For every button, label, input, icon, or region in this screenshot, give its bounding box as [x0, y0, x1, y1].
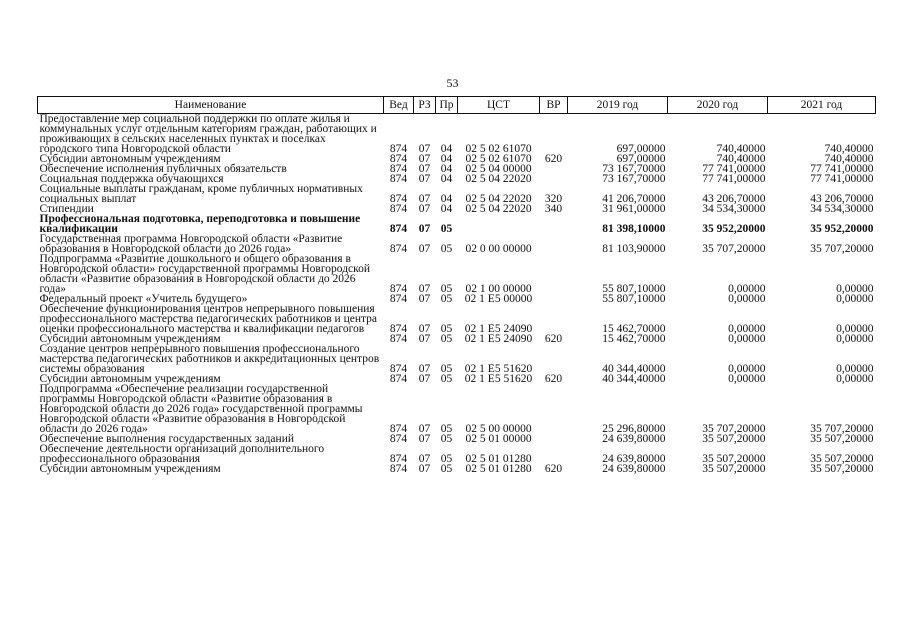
row-2020-value: 0,00000 [728, 333, 766, 345]
row-ved-cell: 874 [389, 423, 408, 435]
row-2019-value: 31 961,00000 [602, 203, 666, 215]
row-rz-cell: 07 [418, 433, 431, 445]
row-2021-value: 740,40000 [824, 153, 874, 165]
row-name-cell: Социальные выплаты гражданам, кроме публичных нормативных социальных выплат [39, 183, 363, 205]
row-pr-cell: 04 [440, 153, 453, 165]
row-pr-cell: 05 [440, 283, 453, 295]
row-vr-cell [540, 234, 568, 254]
row-2021-value: 740,40000 [824, 143, 874, 155]
row-name-cell: Создание центров непрерывного повышения профессионального мастерства педагогических работников и аккредитационных центров системы образования [39, 343, 380, 375]
row-2019-value: 40 344,40000 [602, 363, 666, 375]
row-name-cell: Обеспечение деятельности организаций дополнительного профессионального образования [39, 443, 325, 465]
row-ved-cell: 874 [389, 373, 408, 385]
table-row [38, 444, 876, 464]
row-pr-cell: 05 [440, 223, 453, 235]
header-2021: 2021 год [768, 97, 876, 114]
row-2021-value: 77 741,00000 [810, 173, 874, 185]
row-cst-cell: 02 5 01 01280 [465, 453, 532, 465]
row-rz-cell: 07 [418, 323, 431, 335]
row-ved-cell: 874 [389, 143, 408, 155]
row-vr-cell [540, 384, 568, 434]
row-cst-cell: 02 5 01 00000 [465, 433, 532, 445]
row-ved-cell: 874 [389, 333, 408, 345]
table-row [38, 254, 876, 294]
row-2019-value: 697,00000 [616, 143, 666, 155]
table-row [38, 234, 876, 254]
row-vr-cell: 620 [544, 463, 563, 475]
row-rz-cell: 07 [418, 363, 431, 375]
row-rz-cell: 07 [418, 293, 431, 305]
row-cst-cell: 02 1 00 00000 [465, 283, 532, 295]
table-row [38, 344, 876, 374]
row-2021-value: 0,00000 [836, 373, 874, 385]
row-ved-cell: 874 [389, 153, 408, 165]
row-2021-value: 35 707,20000 [810, 243, 874, 255]
row-name-cell: Социальная поддержка обучающихся [39, 173, 224, 185]
row-2019-value: 24 639,80000 [602, 463, 666, 475]
header-rz: РЗ [414, 97, 436, 114]
row-vr-cell: 620 [544, 373, 563, 385]
row-vr-cell: 320 [544, 193, 563, 205]
row-cst-cell: 02 1 E5 51620 [464, 373, 533, 385]
row-cst-cell: 02 5 04 22020 [465, 193, 532, 205]
row-rz-cell: 07 [418, 333, 431, 345]
row-2019-value: 55 807,10000 [602, 283, 666, 295]
row-2020-value: 740,40000 [716, 143, 766, 155]
row-2021-value: 77 741,00000 [810, 163, 874, 175]
row-2019-value: 24 639,80000 [602, 453, 666, 465]
row-2021-value: 0,00000 [836, 323, 874, 335]
row-2020-value: 77 741,00000 [702, 173, 766, 185]
row-2020-value: 35 507,20000 [702, 433, 766, 445]
row-vr-cell [540, 304, 568, 334]
row-2019-value: 15 462,70000 [602, 333, 666, 345]
row-2021-value: 35 507,20000 [810, 453, 874, 465]
header-pr: Пр [436, 97, 458, 114]
row-vr-cell [540, 434, 568, 444]
header-cst: ЦСТ [458, 97, 540, 114]
row-2019-value: 15 462,70000 [602, 323, 666, 335]
row-ved-cell: 874 [389, 433, 408, 445]
row-pr-cell: 05 [440, 433, 453, 445]
row-pr-cell: 05 [440, 453, 453, 465]
row-2019-value: 73 167,70000 [602, 173, 666, 185]
row-name-cell: Субсидии автономным учреждениям [39, 333, 221, 345]
row-cst-cell: 02 5 02 61070 [465, 153, 532, 165]
header-vr: ВР [540, 97, 568, 114]
row-2021-value: 34 534,30000 [810, 203, 874, 215]
row-cst-cell [458, 214, 540, 234]
row-rz-cell: 07 [418, 243, 431, 255]
row-pr-cell: 04 [440, 163, 453, 175]
row-ved-cell: 874 [389, 363, 408, 375]
row-ved-cell: 874 [389, 193, 408, 205]
row-name-cell: Государственная программа Новгородской области «Развитие образования в Новгородской области до 2026 года» [39, 233, 343, 255]
row-cst-cell: 02 1 E5 00000 [464, 293, 533, 305]
table-row [38, 214, 876, 234]
row-2020-value: 0,00000 [728, 283, 766, 295]
row-pr-cell: 04 [440, 193, 453, 205]
row-2021-value: 0,00000 [836, 283, 874, 295]
row-name-cell: Обеспечение исполнения публичных обязательств [39, 163, 287, 175]
row-cst-cell: 02 5 04 22020 [465, 173, 532, 185]
row-ved-cell: 874 [389, 323, 408, 335]
header-ved: Вед [384, 97, 414, 114]
row-2019-value: 697,00000 [616, 153, 666, 165]
row-cst-cell: 02 1 E5 24090 [464, 333, 533, 345]
row-2019-value: 81 103,90000 [602, 243, 666, 255]
row-pr-cell: 05 [440, 363, 453, 375]
budget-table [37, 96, 876, 474]
row-2021-value: 35 507,20000 [810, 433, 874, 445]
row-ved-cell: 874 [389, 293, 408, 305]
row-vr-cell: 620 [544, 153, 563, 165]
row-2021-value: 0,00000 [836, 333, 874, 345]
row-name-cell: Субсидии автономным учреждениям [39, 373, 221, 385]
row-2021-value: 0,00000 [836, 363, 874, 375]
row-name-cell: Стипендии [39, 203, 94, 215]
row-name-cell: Обеспечение функционирования центров непрерывного повышения профессионального мастерства педагогических работников и центра оценки профессионального мастерства и квалификации педагогов [39, 303, 378, 335]
row-cst-cell: 02 5 04 00000 [465, 163, 532, 175]
row-cst-cell: 02 5 00 00000 [465, 423, 532, 435]
table-row [38, 304, 876, 334]
table-row [38, 114, 876, 155]
row-2020-value: 35 952,20000 [702, 223, 766, 235]
row-name-cell: Профессиональная подготовка, переподготовка и повышение квалификации [39, 213, 361, 235]
row-vr-cell [540, 114, 568, 155]
row-pr-cell: 05 [440, 373, 453, 385]
row-vr-cell [540, 254, 568, 294]
table-header-row [38, 97, 876, 114]
row-ved-cell: 874 [389, 203, 408, 215]
row-2019-value: 73 167,70000 [602, 163, 666, 175]
row-2019-value: 55 807,10000 [602, 293, 666, 305]
table-row [38, 184, 876, 204]
row-2021-value: 35 707,20000 [810, 423, 874, 435]
row-2020-value: 77 741,00000 [702, 163, 766, 175]
row-name-cell: Подпрограмма «Обеспечение реализации государственной программы Новгородской области «Развитие образования в Новгородской области до 2026 года» государственной программы Новгородской области «Развитие образования в Новгородской области до 2026 года» [39, 383, 363, 435]
row-vr-cell [540, 294, 568, 304]
row-pr-cell: 05 [440, 333, 453, 345]
row-2021-value: 35 952,20000 [810, 223, 874, 235]
row-cst-cell: 02 0 00 00000 [465, 243, 532, 255]
row-name-cell: Субсидии автономным учреждениям [39, 153, 221, 165]
row-vr-cell [540, 174, 568, 184]
row-pr-cell: 04 [440, 203, 453, 215]
row-pr-cell: 05 [440, 463, 453, 475]
row-2021-value: 43 206,70000 [810, 193, 874, 205]
row-pr-cell: 05 [440, 423, 453, 435]
row-rz-cell: 07 [418, 283, 431, 295]
row-2020-value: 35 707,20000 [702, 243, 766, 255]
row-2021-value: 35 507,20000 [810, 463, 874, 475]
row-cst-cell: 02 1 E5 24090 [464, 323, 533, 335]
row-vr-cell: 620 [544, 333, 563, 345]
row-ved-cell: 874 [389, 453, 408, 465]
row-vr-cell [540, 164, 568, 174]
row-rz-cell: 07 [418, 223, 431, 235]
row-2020-value: 0,00000 [728, 323, 766, 335]
row-pr-cell: 04 [440, 143, 453, 155]
header-name: Наименование [38, 97, 384, 114]
row-vr-cell [540, 214, 568, 234]
row-rz-cell: 07 [418, 163, 431, 175]
row-rz-cell: 07 [418, 203, 431, 215]
row-2019-value: 81 398,10000 [602, 223, 666, 235]
row-ved-cell: 874 [389, 463, 408, 475]
row-vr-cell [540, 444, 568, 464]
row-rz-cell: 07 [418, 193, 431, 205]
row-rz-cell: 07 [418, 453, 431, 465]
row-2019-value: 25 296,80000 [602, 423, 666, 435]
row-rz-cell: 07 [418, 373, 431, 385]
row-rz-cell: 07 [418, 423, 431, 435]
row-2020-value: 35 707,20000 [702, 423, 766, 435]
row-ved-cell: 874 [389, 163, 408, 175]
row-2020-value: 0,00000 [728, 293, 766, 305]
row-2020-value: 35 507,20000 [702, 463, 766, 475]
row-ved-cell: 874 [389, 223, 408, 235]
row-2021-value: 0,00000 [836, 293, 874, 305]
row-vr-cell [540, 344, 568, 374]
row-pr-cell: 04 [440, 173, 453, 185]
row-name-cell: Обеспечение выполнения государственных заданий [39, 433, 294, 445]
row-ved-cell: 874 [389, 173, 408, 185]
row-2020-value: 0,00000 [728, 363, 766, 375]
row-2020-value: 740,40000 [716, 153, 766, 165]
row-rz-cell: 07 [418, 153, 431, 165]
row-pr-cell: 05 [440, 293, 453, 305]
row-rz-cell: 07 [418, 143, 431, 155]
row-ved-cell: 874 [389, 243, 408, 255]
row-vr-cell: 340 [544, 203, 563, 215]
row-rz-cell: 07 [418, 173, 431, 185]
table-row [38, 464, 876, 474]
row-2020-value: 34 534,30000 [702, 203, 766, 215]
row-cst-cell: 02 5 02 61070 [465, 143, 532, 155]
row-name-cell: Подпрограмма «Развитие дошкольного и общего образования в Новгородской области» государственной программы Новгородской области «Развитие образования в Новгородской области до 2026 года» [39, 253, 371, 295]
row-2020-value: 43 206,70000 [702, 193, 766, 205]
row-2020-value: 0,00000 [728, 373, 766, 385]
row-cst-cell: 02 5 04 22020 [465, 203, 532, 215]
row-cst-cell: 02 5 01 01280 [465, 463, 532, 475]
header-2020: 2020 год [668, 97, 768, 114]
row-name-cell: Федеральный проект «Учитель будущего» [39, 293, 248, 305]
row-cst-cell: 02 1 E5 51620 [464, 363, 533, 375]
header-2019: 2019 год [568, 97, 668, 114]
page-number: 53 [446, 76, 459, 90]
row-name-cell: Предоставление мер социальной поддержки по оплате жилья и коммунальных услуг отдельным категориям граждан, работающих и проживающих в сельских населенных пунктах и поселках городского типа Новгородской области [39, 113, 377, 155]
row-pr-cell: 05 [440, 323, 453, 335]
row-2019-value: 40 344,40000 [602, 373, 666, 385]
row-name-cell: Субсидии автономным учреждениям [39, 463, 221, 475]
table-row [38, 384, 876, 434]
row-rz-cell: 07 [418, 463, 431, 475]
row-2020-value: 35 507,20000 [702, 453, 766, 465]
row-ved-cell: 874 [389, 283, 408, 295]
row-2019-value: 41 206,70000 [602, 193, 666, 205]
row-pr-cell: 05 [440, 243, 453, 255]
row-2019-value: 24 639,80000 [602, 433, 666, 445]
